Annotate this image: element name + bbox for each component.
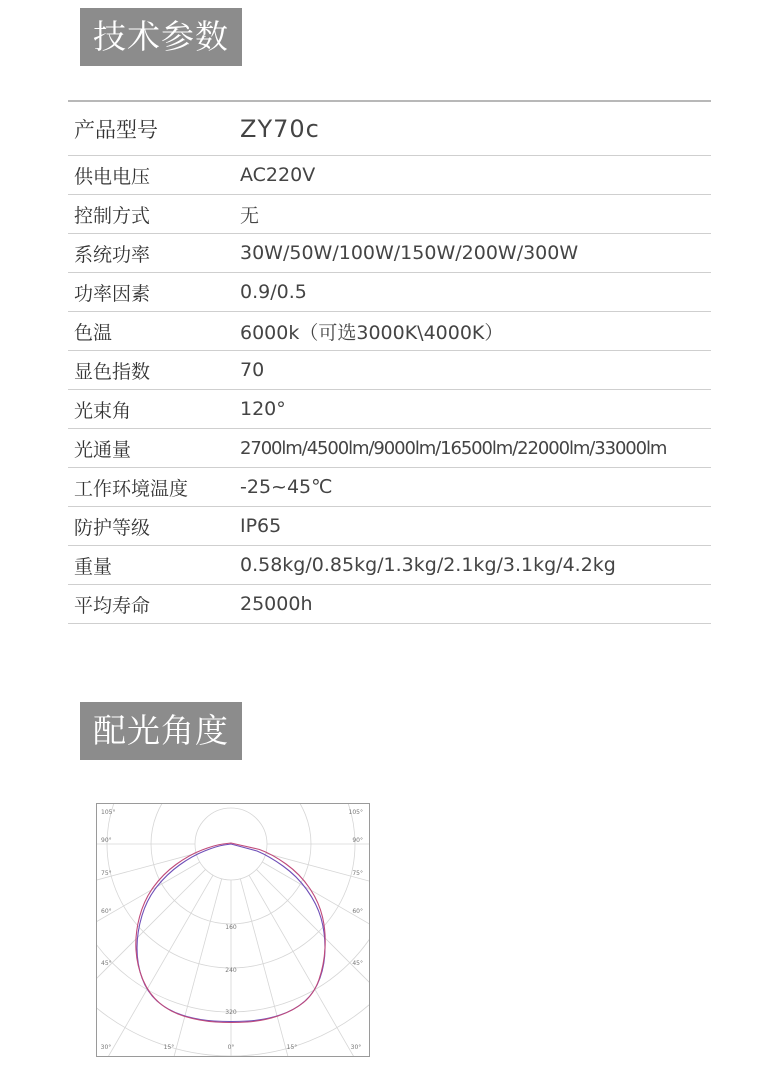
angle-label-left: 105° (101, 809, 116, 816)
polar-chart-svg (97, 804, 369, 1056)
spec-value: 6000k（可选3000K\4000K） (240, 321, 504, 344)
spec-label: 平均寿命 (74, 594, 151, 617)
spec-value: 120° (240, 398, 286, 420)
angle-label-right: 75° (352, 870, 363, 877)
spec-table (68, 100, 711, 624)
spec-row (68, 507, 711, 546)
angle-label-right: 105° (348, 809, 363, 816)
spec-row (68, 156, 711, 195)
grid-spoke (262, 862, 369, 1044)
distribution-curve-b (136, 843, 325, 1023)
spec-label: 功率因素 (74, 282, 151, 305)
spec-label: 工作环境温度 (74, 477, 189, 500)
angle-label-bottom: 15° (286, 1044, 298, 1051)
light-distribution-title: 配光角度 (80, 702, 242, 760)
angle-label-bottom: 30° (350, 1044, 362, 1051)
spec-row (68, 195, 711, 234)
angle-label-left: 60° (101, 908, 112, 915)
angle-label-right: 90° (352, 837, 363, 844)
spec-label: 系统功率 (74, 243, 151, 266)
spec-value: 25000h (240, 593, 313, 615)
angle-label-bottom: 15° (163, 1044, 175, 1051)
grid-spoke (97, 875, 213, 1056)
spec-label: 供电电压 (74, 165, 151, 188)
spec-row (68, 468, 711, 507)
grid-spoke (97, 853, 196, 947)
radial-label: 320 (225, 1009, 237, 1016)
spec-row (68, 102, 711, 156)
spec-value: IP65 (240, 515, 282, 537)
spec-row (68, 351, 711, 390)
spec-label: 光束角 (74, 399, 132, 422)
tech-params-title: 技术参数 (80, 8, 242, 66)
spec-label: 重量 (74, 555, 113, 578)
angle-label-left: 90° (101, 837, 112, 844)
spec-value: 70 (240, 359, 265, 381)
spec-row (68, 429, 711, 468)
radial-label: 160 (225, 924, 237, 931)
spec-value: -25~45℃ (240, 476, 333, 498)
angle-label-bottom: 0° (227, 1044, 235, 1051)
grid-spoke (249, 875, 369, 1056)
grid-spoke (240, 879, 334, 1056)
polar-light-distribution-chart (96, 803, 370, 1057)
spec-value: AC220V (240, 164, 316, 186)
spec-row (68, 234, 711, 273)
spec-row (68, 585, 711, 624)
spec-value: 0.9/0.5 (240, 281, 307, 303)
spec-label: 显色指数 (74, 360, 151, 383)
spec-row (68, 312, 711, 351)
spec-row (68, 546, 711, 585)
grid-spoke (97, 869, 206, 1056)
angle-label-left: 75° (101, 870, 112, 877)
spec-row (68, 273, 711, 312)
grid-circle (97, 804, 369, 1012)
spec-row (68, 390, 711, 429)
angle-label-right: 60° (352, 908, 363, 915)
spec-value: 0.58kg/0.85kg/1.3kg/2.1kg/3.1kg/4.2kg (240, 554, 616, 576)
spec-label: 产品型号 (74, 117, 158, 142)
grid-spoke (127, 879, 221, 1056)
spec-value: ZY70c (240, 114, 320, 143)
spec-value: 无 (240, 204, 260, 227)
spec-label: 防护等级 (74, 516, 151, 539)
spec-value: 2700lm/4500lm/9000lm/16500lm/22000lm/33000lm (240, 437, 667, 459)
angle-label-right: 45° (352, 960, 363, 967)
angle-label-bottom: 30° (100, 1044, 112, 1051)
radial-label: 240 (225, 967, 237, 974)
spec-value: 30W/50W/100W/150W/200W/300W (240, 242, 579, 264)
spec-label: 色温 (74, 321, 113, 344)
angle-label-left: 45° (101, 960, 112, 967)
spec-label: 控制方式 (74, 204, 151, 227)
spec-label: 光通量 (74, 438, 132, 461)
